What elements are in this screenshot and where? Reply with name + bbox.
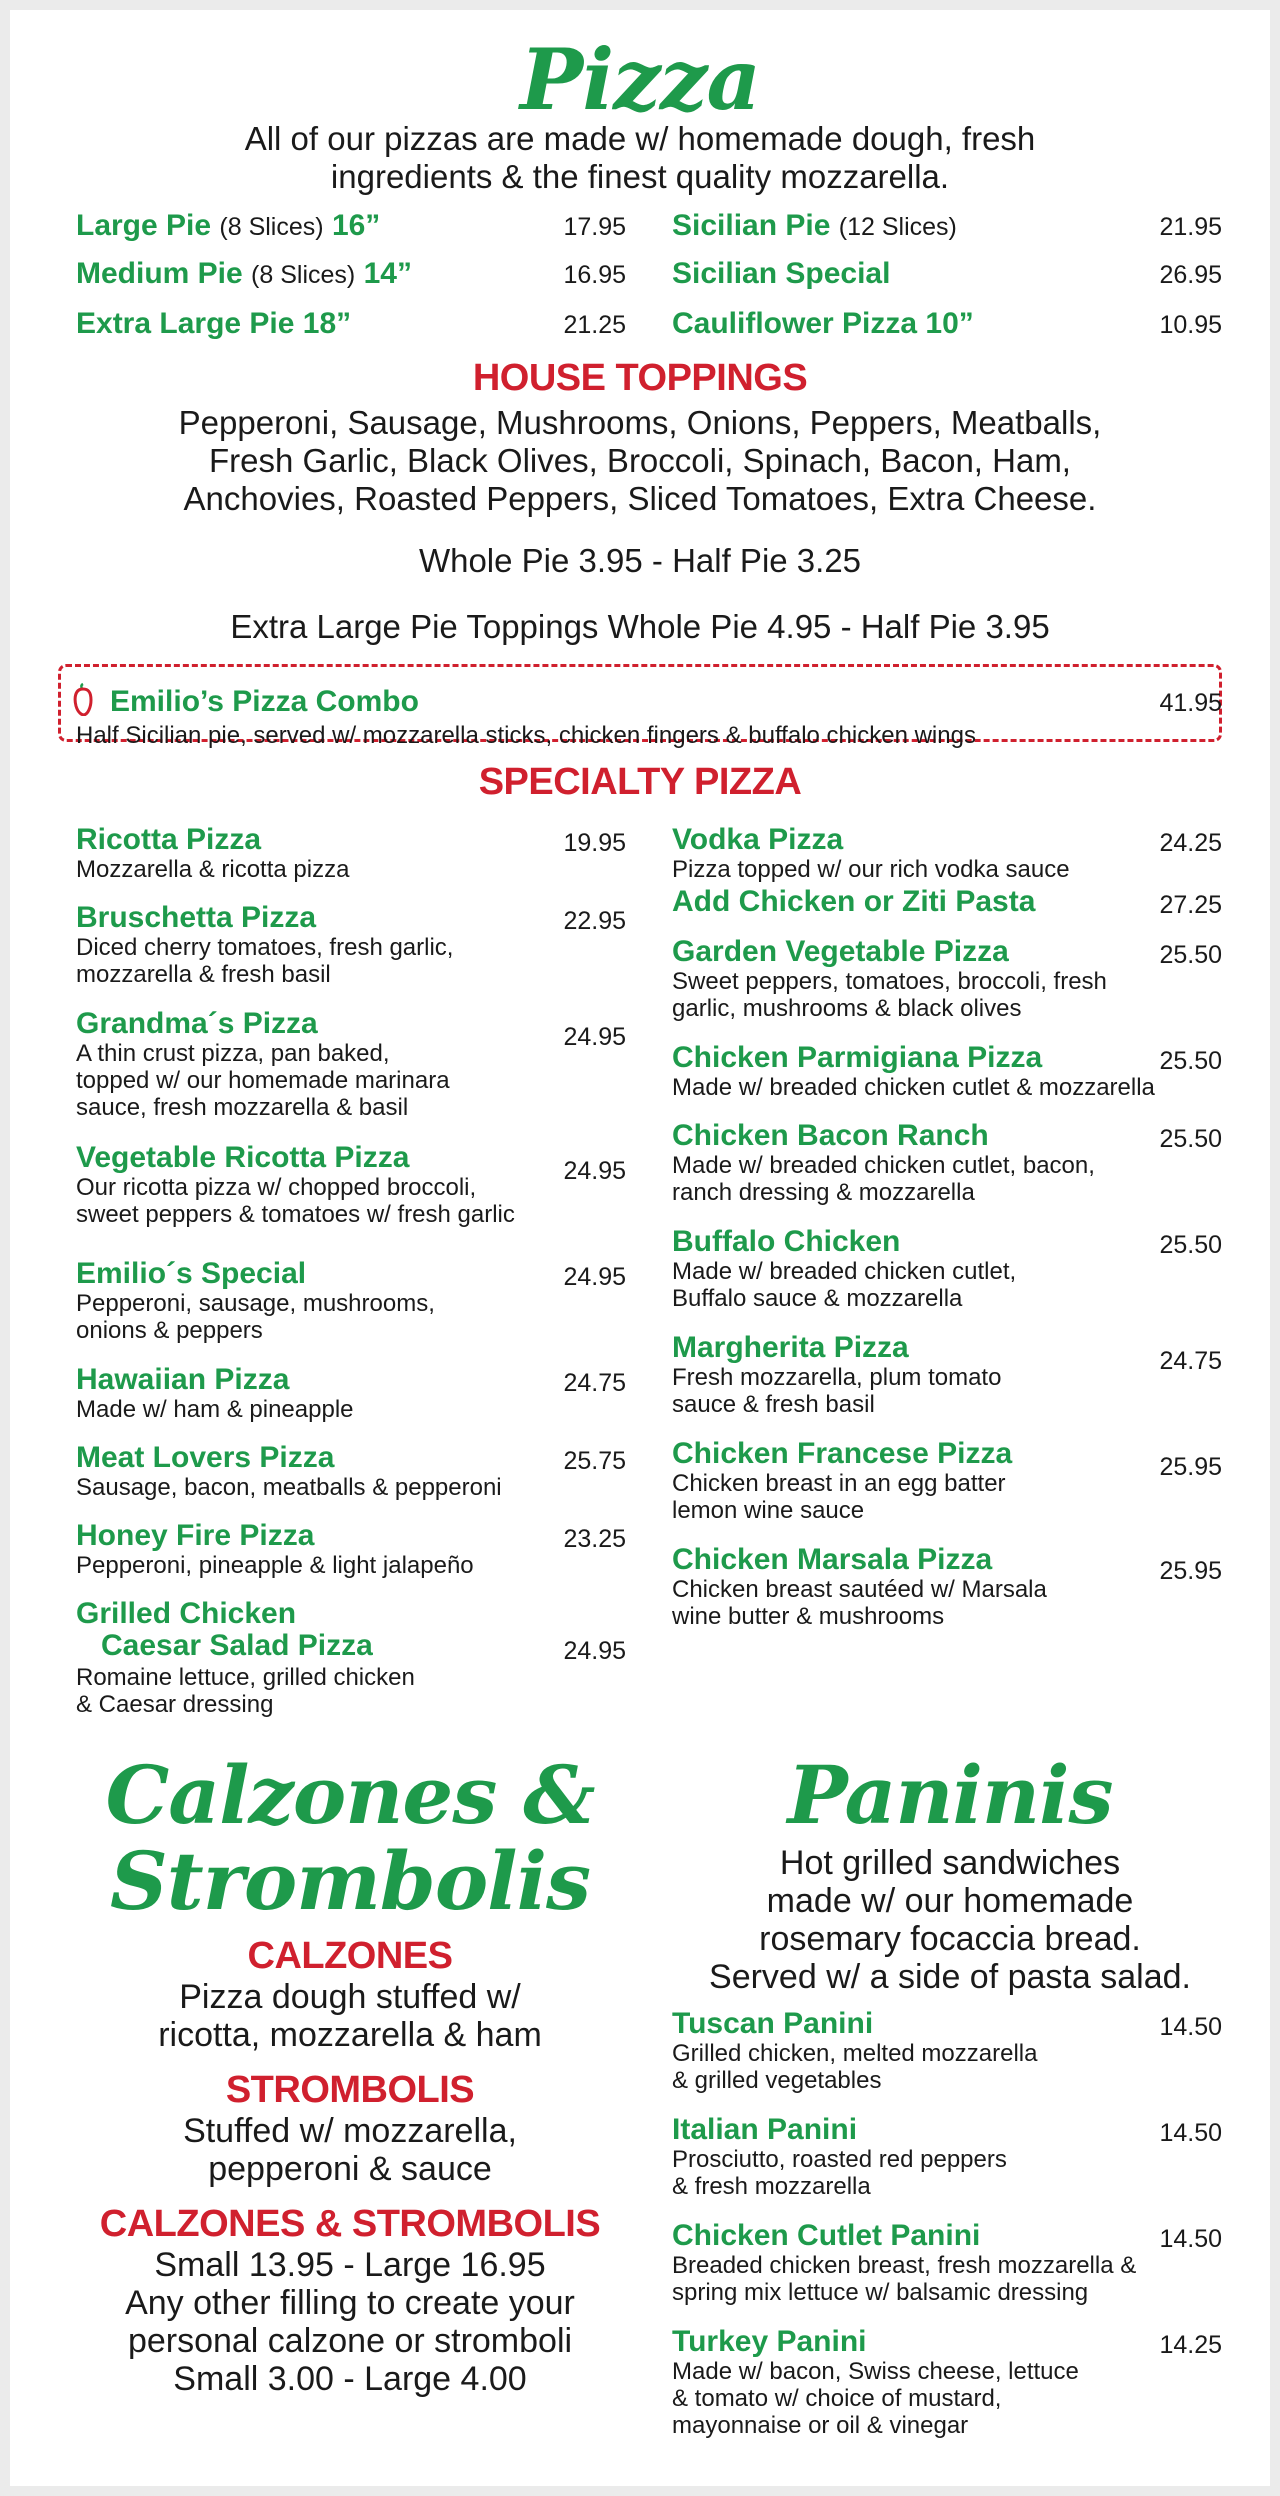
size-note: (8 Slices): [251, 261, 356, 289]
item-price: 22.95: [563, 907, 626, 935]
item-price: 24.95: [563, 1637, 626, 1665]
calzones-strombolis-desc: Small 13.95 - Large 16.95 Any other filling to create your personal calzone or stromboli Small 3.00 - Large 4.00: [125, 2246, 575, 2398]
calzones-heading: CALZONES: [247, 1935, 453, 1977]
item-desc: Made w/ breaded chicken cutlet, bacon, ranch dressing & mozzarella: [672, 1152, 1095, 1206]
toppings-xl-price: Extra Large Pie Toppings Whole Pie 4.95 - Half Pie 3.95: [230, 608, 1050, 645]
size-inches: 16”: [331, 209, 381, 242]
calzones-title-line1: Calzones &: [105, 1748, 595, 1842]
item-price: 25.50: [1159, 1047, 1222, 1075]
size-price: 10.95: [1159, 311, 1222, 339]
item-name: Margherita Pizza: [672, 1331, 909, 1364]
house-toppings-heading: HOUSE TOPPINGS: [472, 357, 808, 399]
item-name: Turkey Panini: [672, 2325, 867, 2358]
strombolis-heading: STROMBOLIS: [225, 2069, 475, 2111]
item-name: Garden Vegetable Pizza: [672, 935, 1009, 968]
item-desc: Chicken breast sautéed w/ Marsala wine butter & mushrooms: [672, 1576, 1047, 1630]
item-price: 25.75: [563, 1447, 626, 1475]
size-price: 21.95: [1159, 213, 1222, 241]
item-price: 27.25: [1159, 891, 1222, 919]
item-desc: Breaded chicken breast, fresh mozzarella & spring mix lettuce w/ balsamic dressing: [672, 2252, 1137, 2306]
size-row: [672, 308, 1222, 348]
item-price: 25.95: [1159, 1453, 1222, 1481]
item-price: 23.25: [563, 1525, 626, 1553]
item-name: Chicken Francese Pizza: [672, 1437, 1013, 1470]
item-price: 14.50: [1159, 2119, 1222, 2147]
size-name: Medium Pie: [76, 257, 243, 290]
size-name: Large Pie: [76, 209, 212, 242]
item-name: Honey Fire Pizza: [76, 1519, 315, 1552]
calzones-title-line2: Strombolis: [110, 1834, 590, 1928]
item-price: 24.75: [563, 1369, 626, 1397]
house-toppings-list: Pepperoni, Sausage, Mushrooms, Onions, Peppers, Meatballs, Fresh Garlic, Black Olives, Broccoli, Spinach, Bacon, Ham, Anchovies, Roasted Peppers, Sliced Tomatoes, Extra Cheese.: [178, 404, 1102, 517]
item-price: 24.95: [563, 1023, 626, 1051]
item-desc: Made w/ ham & pineapple: [76, 1396, 354, 1423]
item-price: 25.95: [1159, 1557, 1222, 1585]
size-note: (8 Slices): [219, 213, 324, 241]
strombolis-desc: Stuffed w/ mozzarella, pepperoni & sauce: [183, 2112, 517, 2188]
item-price: 25.50: [1159, 1125, 1222, 1153]
item-price: 24.95: [563, 1263, 626, 1291]
item-desc: Made w/ breaded chicken cutlet, Buffalo sauce & mozzarella: [672, 1258, 1017, 1312]
item-desc: Our ricotta pizza w/ chopped broccoli, sweet peppers & tomatoes w/ fresh garlic: [76, 1174, 515, 1228]
item-desc: Grilled chicken, melted mozzarella & grilled vegetables: [672, 2040, 1038, 2094]
item-price: 25.50: [1159, 941, 1222, 969]
item-desc: Prosciutto, roasted red peppers & fresh mozzarella: [672, 2146, 1007, 2200]
item-name: Vodka Pizza: [672, 823, 844, 856]
item-desc: Pepperoni, sausage, mushrooms, onions & peppers: [76, 1290, 435, 1344]
size-price: 26.95: [1159, 261, 1222, 289]
item-desc: Made w/ bacon, Swiss cheese, lettuce & tomato w/ choice of mustard, mayonnaise or oil & vinegar: [672, 2358, 1079, 2439]
item-price: 24.25: [1159, 829, 1222, 857]
item-desc: Fresh mozzarella, plum tomato sauce & fresh basil: [672, 1364, 1002, 1418]
item-price: 24.75: [1159, 1347, 1222, 1375]
item-desc: Pepperoni, pineapple & light jalapeño: [76, 1552, 474, 1579]
combo-desc: Half Sicilian pie, served w/ mozzarella sticks, chicken fingers & buffalo chicken wings: [76, 722, 976, 749]
item-price: 24.95: [563, 1157, 626, 1185]
size-inches: 14”: [363, 257, 412, 290]
item-name: Chicken Bacon Ranch: [672, 1119, 989, 1152]
size-note: (12 Slices): [838, 213, 957, 241]
item-name: Emilio´s Special: [76, 1257, 307, 1290]
item-name: Grilled Chicken Caesar Salad Pizza: [76, 1597, 373, 1662]
item-name: Vegetable Ricotta Pizza: [76, 1141, 410, 1174]
paninis-intro: Hot grilled sandwiches made w/ our homemade rosemary focaccia bread. Served w/ a side of pasta salad.: [709, 1844, 1191, 1996]
item-name: Add Chicken or Ziti Pasta: [672, 885, 1036, 918]
item-name: Bruschetta Pizza: [76, 901, 317, 934]
combo-name: Emilio’s Pizza Combo: [110, 685, 419, 718]
item-desc: Sweet peppers, tomatoes, broccoli, fresh garlic, mushrooms & black olives: [672, 968, 1107, 1022]
calzones-strombolis-heading: CALZONES & STROMBOLIS: [99, 2203, 601, 2245]
item-name: Meat Lovers Pizza: [76, 1441, 335, 1474]
item-name: Tuscan Panini: [672, 2007, 874, 2040]
item-name: Italian Panini: [672, 2113, 858, 2146]
item-desc: Sausage, bacon, meatballs & pepperoni: [76, 1474, 502, 1501]
item-desc: Romaine lettuce, grilled chicken & Caesar dressing: [76, 1664, 415, 1718]
combo-price: 41.95: [1159, 689, 1222, 717]
menu-page: [10, 10, 1270, 2486]
size-price: 16.95: [563, 261, 626, 289]
size-row: [76, 210, 626, 250]
item-name: Chicken Cutlet Panini: [672, 2219, 981, 2252]
size-row: [672, 210, 1222, 250]
item-desc: Mozzarella & ricotta pizza: [76, 856, 350, 883]
item-name: Chicken Marsala Pizza: [672, 1543, 993, 1576]
pepper-icon: [70, 682, 96, 716]
size-name: Cauliflower Pizza 10”: [672, 307, 974, 340]
item-price: 14.50: [1159, 2013, 1222, 2041]
size-price: 17.95: [563, 213, 626, 241]
item-name: Hawaiian Pizza: [76, 1363, 290, 1396]
toppings-whole-half-price: Whole Pie 3.95 - Half Pie 3.25: [418, 542, 862, 579]
item-desc: Pizza topped w/ our rich vodka sauce: [672, 856, 1070, 883]
item-desc: Made w/ breaded chicken cutlet & mozzarella: [672, 1074, 1155, 1101]
item-name: Grandma´s Pizza: [76, 1007, 318, 1040]
item-desc: Diced cherry tomatoes, fresh garlic, mozzarella & fresh basil: [76, 934, 454, 988]
item-price: 14.50: [1159, 2225, 1222, 2253]
size-row: [76, 308, 626, 348]
size-price: 21.25: [563, 311, 626, 339]
size-name: Sicilian Special: [672, 257, 891, 290]
pizza-title: Pizza: [520, 30, 760, 129]
paninis-title: Paninis: [787, 1748, 1113, 1842]
size-name: Extra Large Pie 18”: [76, 307, 352, 340]
size-row: [672, 258, 1222, 298]
item-name: Chicken Parmigiana Pizza: [672, 1041, 1043, 1074]
size-row: [76, 258, 626, 298]
pizza-intro: All of our pizzas are made w/ homemade dough, fresh ingredients & the finest quality mozzarella.: [244, 120, 1036, 195]
item-price: 14.25: [1159, 2331, 1222, 2359]
specialty-heading: SPECIALTY PIZZA: [478, 761, 802, 803]
item-price: 25.50: [1159, 1231, 1222, 1259]
item-price: 19.95: [563, 829, 626, 857]
item-name: Buffalo Chicken: [672, 1225, 901, 1258]
item-desc: Chicken breast in an egg batter lemon wine sauce: [672, 1470, 1006, 1524]
calzones-desc: Pizza dough stuffed w/ ricotta, mozzarella & ham: [158, 1978, 542, 2054]
size-name: Sicilian Pie: [672, 209, 831, 242]
item-name: Ricotta Pizza: [76, 823, 262, 856]
item-desc: A thin crust pizza, pan baked, topped w/ our homemade marinara sauce, fresh mozzarella & basil: [76, 1040, 450, 1121]
